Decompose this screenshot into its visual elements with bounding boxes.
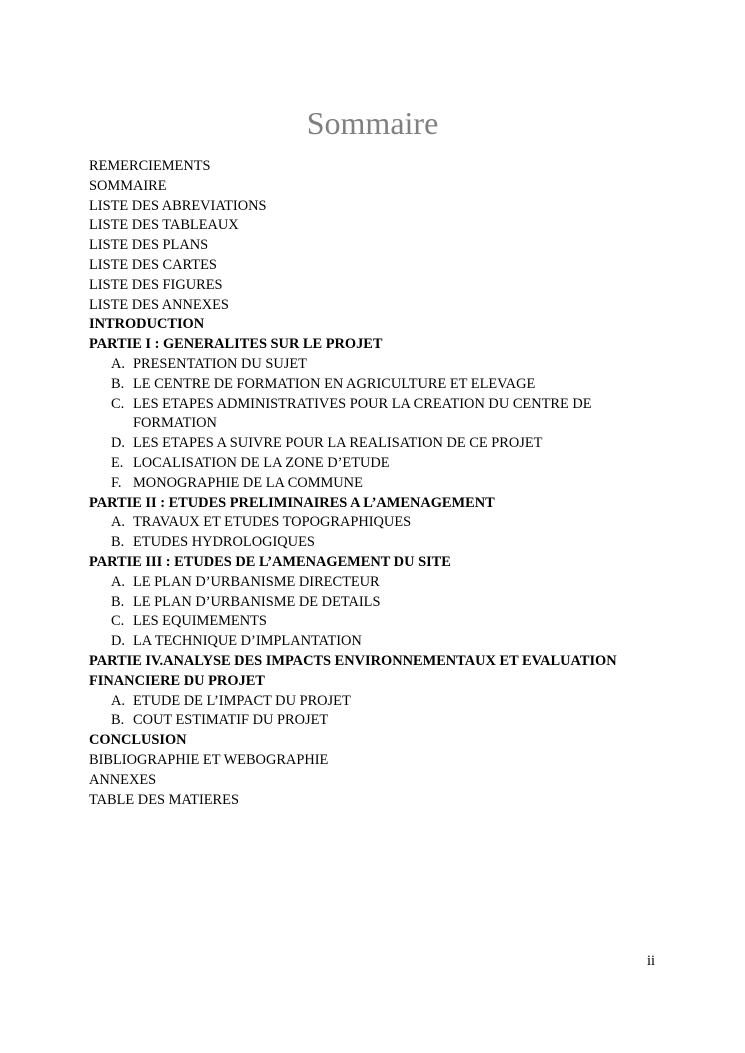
toc-subentry <box>89 612 659 632</box>
toc-subentry <box>89 375 659 395</box>
toc-subentry-letter: D. <box>111 633 125 650</box>
toc-subentry <box>89 692 659 712</box>
toc-subentry-letter: C. <box>111 613 125 630</box>
toc-subentry <box>89 355 659 375</box>
toc-subentry-letter: B. <box>111 593 125 610</box>
toc-subentry-letter: B. <box>111 375 125 392</box>
toc-entry: SOMMAIRE <box>89 177 167 194</box>
toc-subentry <box>89 632 659 652</box>
toc-entry: LISTE DES CARTES <box>89 256 217 273</box>
toc-subentry <box>89 533 659 553</box>
toc-entry: LISTE DES TABLEAUX <box>89 217 239 234</box>
toc-subentry-text: ETUDES HYDROLOGIQUES <box>133 534 315 551</box>
toc-subentry-text: MONOGRAPHIE DE LA COMMUNE <box>133 474 363 491</box>
toc-subentry-letter: C. <box>111 395 125 412</box>
toc-entry: REMERCIEMENTS <box>89 158 211 174</box>
toc-subentry <box>89 593 659 613</box>
toc-section-heading: PARTIE II : ETUDES PRELIMINAIRES A L’AMENAGEMENT <box>89 494 495 511</box>
toc-subentry-letter: A. <box>111 355 125 372</box>
toc-section-heading: PARTIE IV.ANALYSE DES IMPACTS ENVIRONNEMENTAUX ET EVALUATION FINANCIERE DU PROJET <box>89 652 617 689</box>
toc-subentry-text: TRAVAUX ET ETUDES TOPOGRAPHIQUES <box>133 514 412 531</box>
toc-subentry-letter: F. <box>111 474 122 491</box>
toc-subentry-letter: A. <box>111 573 125 590</box>
toc-section-heading: PARTIE III : ETUDES DE L’AMENAGEMENT DU SITE <box>89 553 451 570</box>
toc-subentry <box>89 395 659 435</box>
toc-subentry-letter: A. <box>111 514 125 531</box>
toc-subentry-text: LA TECHNIQUE D’IMPLANTATION <box>133 633 362 650</box>
toc-entry: TABLE DES MATIERES <box>89 791 239 808</box>
toc-subentry-text: LE CENTRE DE FORMATION EN AGRICULTURE ET ELEVAGE <box>133 375 536 392</box>
toc-subentry-letter: D. <box>111 435 125 452</box>
toc-subentry-text: COUT ESTIMATIF DU PROJET <box>133 712 329 729</box>
toc-subentry <box>89 474 659 494</box>
toc-section-heading: PARTIE I : GENERALITES SUR LE PROJET <box>89 336 383 353</box>
toc-subentry <box>89 573 659 593</box>
toc-subentry-text: LOCALISATION DE LA ZONE D’ETUDE <box>133 454 390 471</box>
toc-entry: ANNEXES <box>89 771 157 788</box>
page-title: Sommaire <box>306 105 439 141</box>
toc-subentry-text: LES EQUIMEMENTS <box>133 613 267 630</box>
toc-subentry <box>89 711 659 731</box>
toc-subentry-letter: B. <box>111 712 125 729</box>
toc-section-heading: INTRODUCTION <box>89 316 205 333</box>
toc-entry: LISTE DES FIGURES <box>89 276 223 293</box>
toc-subentry <box>89 434 659 454</box>
toc-subentry-text: LES ETAPES A SUIVRE POUR LA REALISATION DE CE PROJET <box>133 435 543 452</box>
toc-subentry-text: PRESENTATION DU SUJET <box>133 355 307 372</box>
toc-entry: LISTE DES ANNEXES <box>89 296 229 313</box>
toc-section-heading: CONCLUSION <box>89 732 187 749</box>
toc-entry: BIBLIOGRAPHIE ET WEBOGRAPHIE <box>89 751 329 768</box>
toc-subentry-letter: E. <box>111 454 124 471</box>
table-of-contents <box>89 157 659 810</box>
toc-entry: LISTE DES PLANS <box>89 237 209 254</box>
toc-entry: LISTE DES ABREVIATIONS <box>89 197 267 214</box>
toc-subentry-text: LES ETAPES ADMINISTRATIVES POUR LA CREATION DU CENTRE DE FORMATION <box>133 395 592 432</box>
page-number: ii <box>647 953 655 969</box>
toc-subentry-letter: A. <box>111 692 125 709</box>
toc-subentry-text: LE PLAN D’URBANISME DIRECTEUR <box>133 573 380 590</box>
toc-subentry <box>89 513 659 533</box>
toc-subentry <box>89 454 659 474</box>
toc-subentry-text: LE PLAN D’URBANISME DE DETAILS <box>133 593 381 610</box>
toc-subentry-letter: B. <box>111 534 125 551</box>
toc-subentry-text: ETUDE DE L’IMPACT DU PROJET <box>133 692 351 709</box>
